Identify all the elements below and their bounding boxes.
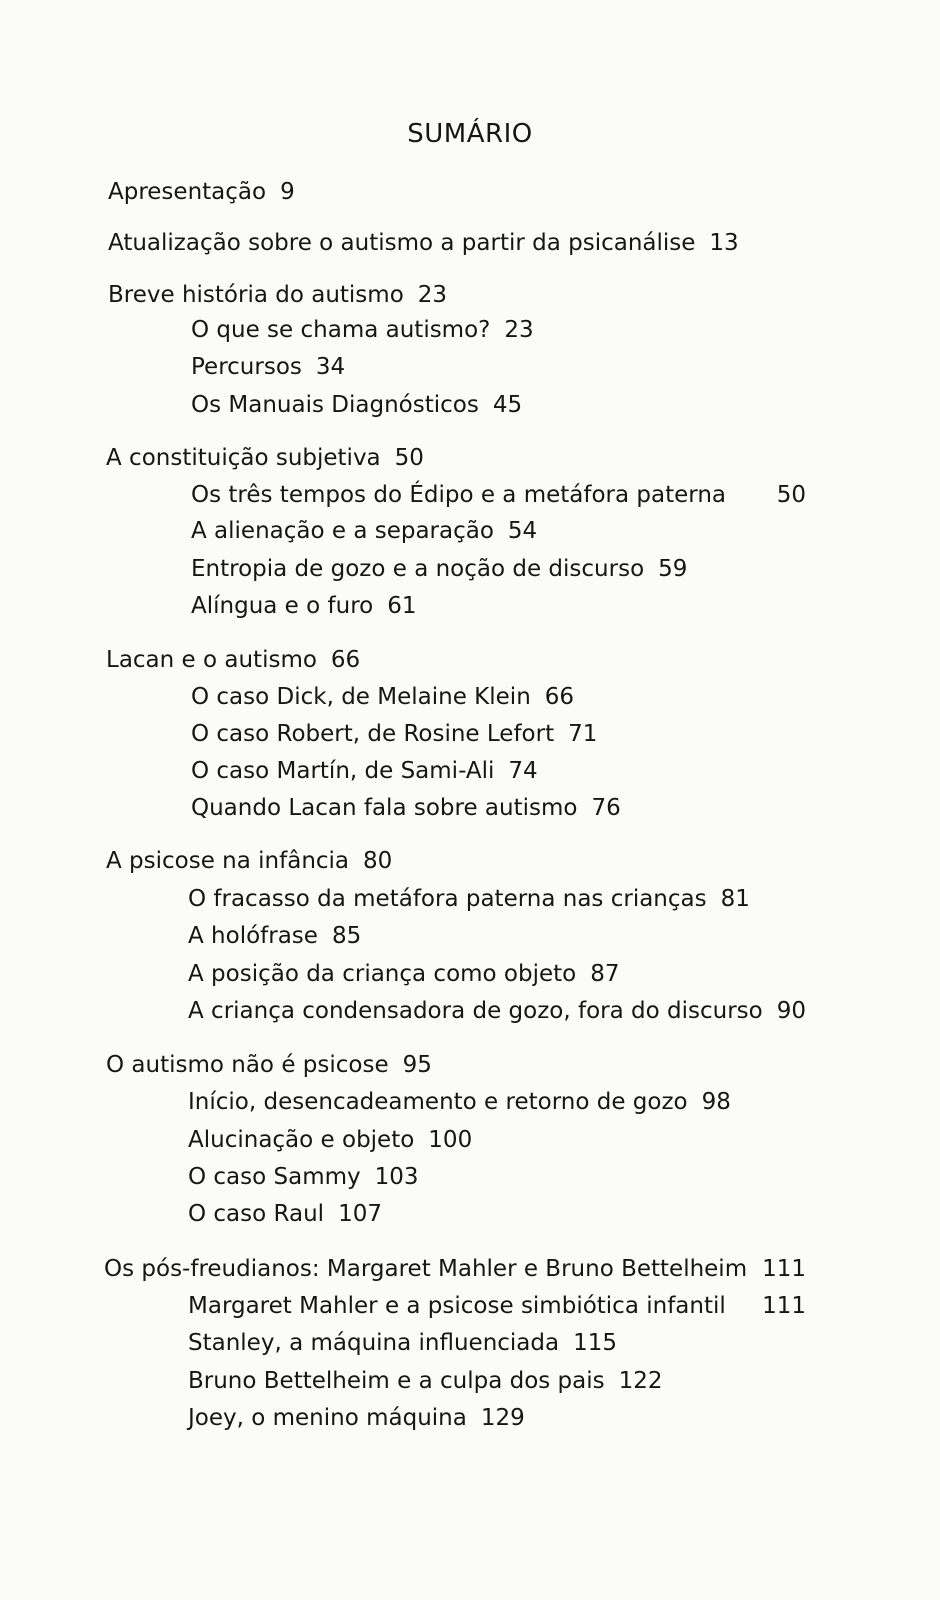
- toc-chapter-pos-freudianos: [104, 1254, 806, 1284]
- toc-entry-label: Os três tempos do Édipo e a metáfora paterna: [191, 482, 726, 508]
- toc-subentry-posicao: [188, 959, 620, 989]
- toc-entry-label: A holófrase: [188, 923, 318, 949]
- toc-entry-page: 50: [394, 445, 424, 471]
- toc-entry-page: 50: [776, 482, 806, 508]
- toc-entry-page: 115: [573, 1330, 618, 1356]
- toc-subentry-sammy: [188, 1162, 419, 1192]
- toc-entry-page: 80: [363, 848, 393, 874]
- toc-entry-page: 87: [590, 961, 620, 987]
- toc-entry-label: Stanley, a máquina influenciada: [188, 1330, 560, 1356]
- toc-entry-page: 81: [720, 886, 750, 912]
- toc-entry-label: O caso Sammy: [188, 1164, 361, 1190]
- toc-subentry-alucinacao: [188, 1125, 472, 1155]
- toc-entry-page: 54: [507, 518, 538, 544]
- toc-entry-page: 13: [709, 230, 739, 256]
- toc-chapter-breve-historia: [108, 280, 447, 310]
- toc-subentry-raul: [188, 1199, 382, 1229]
- toc-entry-label: A alienação e a separação: [191, 518, 494, 544]
- toc-entry-label: Alucinação e objeto: [188, 1127, 415, 1153]
- toc-entry-label: Margaret Mahler e a psicose simbiótica infantil: [188, 1293, 726, 1319]
- toc-entry-page: 107: [338, 1201, 382, 1227]
- toc-entry-label: Alíngua e o furo: [191, 593, 374, 619]
- toc-entry-label: A posição da criança como objeto: [188, 961, 577, 987]
- toc-entry-page: 45: [492, 392, 523, 418]
- toc-entry-label: O caso Raul: [188, 1201, 325, 1227]
- toc-entry-page: 34: [315, 354, 346, 380]
- toc-subentry-entropia: [191, 554, 687, 584]
- toc-entry-label: Os pós-freudianos: Margaret Mahler e Bruno Bettelheim: [104, 1256, 748, 1282]
- toc-chapter-constituicao: [106, 443, 424, 473]
- page-title: SUMÁRIO: [407, 119, 533, 149]
- toc-subentry-alingua: [191, 591, 417, 621]
- toc-entry-label: Joey, o menino máquina: [188, 1405, 467, 1431]
- toc-subentry-holofrase: [188, 921, 361, 951]
- toc-entry-label: A constituição subjetiva: [106, 445, 381, 471]
- toc-entry-page: 103: [374, 1164, 419, 1190]
- toc-entry-label: Percursos: [191, 354, 302, 380]
- toc-entry-label: Entropia de gozo e a noção de discurso: [191, 556, 645, 582]
- toc-subentry-condensadora: [188, 996, 806, 1026]
- toc-subentry-percursos: [191, 352, 345, 382]
- toc-subentry-mahler: [188, 1291, 806, 1321]
- toc-subentry-caso-martin: [191, 756, 538, 786]
- toc-entry-label: O fracasso da metáfora paterna nas crianças: [188, 886, 707, 912]
- toc-entry-page: 76: [591, 795, 621, 821]
- toc-entry-label: Início, desencadeamento e retorno de gozo: [188, 1089, 688, 1115]
- toc-entry-page: 9: [280, 179, 295, 205]
- toc-subentry-inicio: [188, 1087, 731, 1117]
- toc-entry-page: 90: [776, 998, 806, 1024]
- toc-entry-page: 100: [428, 1127, 473, 1153]
- toc-entry-page: 66: [330, 647, 361, 673]
- toc-entry-page: 59: [658, 556, 688, 582]
- toc-entry-label: Quando Lacan fala sobre autismo: [191, 795, 578, 821]
- toc-entry-label: A psicose na infância: [106, 848, 350, 874]
- toc-subentry-fracasso: [188, 884, 750, 914]
- toc-entry-label: O caso Dick, de Melaine Klein: [191, 684, 531, 710]
- toc-entry-page: 66: [544, 684, 575, 710]
- toc-subentry-stanley: [188, 1328, 617, 1358]
- toc-entry-label: A criança condensadora de gozo, fora do discurso: [188, 998, 763, 1024]
- toc-entry-page: 129: [480, 1405, 525, 1431]
- toc-entry-label: O que se chama autismo?: [191, 317, 491, 343]
- toc-subentry-o-que-se-chama: [191, 315, 534, 345]
- toc-entry-label: Breve história do autismo: [108, 282, 404, 308]
- toc-entry-page: 111: [762, 1256, 806, 1282]
- toc-entry-label: Bruno Bettelheim e a culpa dos pais: [188, 1368, 605, 1394]
- toc-subentry-caso-robert: [191, 719, 597, 749]
- toc-entry-page: 23: [504, 317, 534, 343]
- toc-subentry-bettelheim: [188, 1366, 663, 1396]
- toc-entry-page: 23: [417, 282, 448, 308]
- toc-subentry-manuais: [191, 390, 522, 420]
- toc-subentry-tres-tempos: [191, 480, 806, 510]
- toc-entry-page: 61: [387, 593, 417, 619]
- toc-chapter-psicose-infancia: [106, 846, 392, 876]
- toc-entry-label: O autismo não é psicose: [106, 1052, 389, 1078]
- toc-entry-atualizacao: [108, 228, 739, 258]
- toc-entry-page: 122: [618, 1368, 663, 1394]
- toc-subentry-caso-dick: [191, 682, 574, 712]
- toc-entry-page: 74: [508, 758, 538, 784]
- toc-entry-page: 71: [568, 721, 598, 747]
- toc-entry-label: Apresentação: [108, 179, 267, 205]
- toc-entry-page: 95: [402, 1052, 432, 1078]
- toc-entry-label: Atualização sobre o autismo a partir da psicanálise: [108, 230, 696, 256]
- toc-entry-label: Os Manuais Diagnósticos: [191, 392, 479, 418]
- toc-entry-page: 98: [701, 1089, 731, 1115]
- toc-entry-label: O caso Robert, de Rosine Lefort: [191, 721, 555, 747]
- toc-entry-label: Lacan e o autismo: [106, 647, 317, 673]
- toc-entry-label: O caso Martín, de Sami-Ali: [191, 758, 495, 784]
- toc-subentry-alienacao: [191, 516, 537, 546]
- toc-entry-apresentacao: [108, 177, 295, 207]
- toc-entry-page: 111: [762, 1293, 806, 1319]
- toc-subentry-joey: [188, 1403, 525, 1433]
- toc-subentry-quando-lacan: [191, 793, 621, 823]
- toc-chapter-nao-psicose: [106, 1050, 432, 1080]
- toc-chapter-lacan-autismo: [106, 645, 360, 675]
- toc-entry-page: 85: [331, 923, 362, 949]
